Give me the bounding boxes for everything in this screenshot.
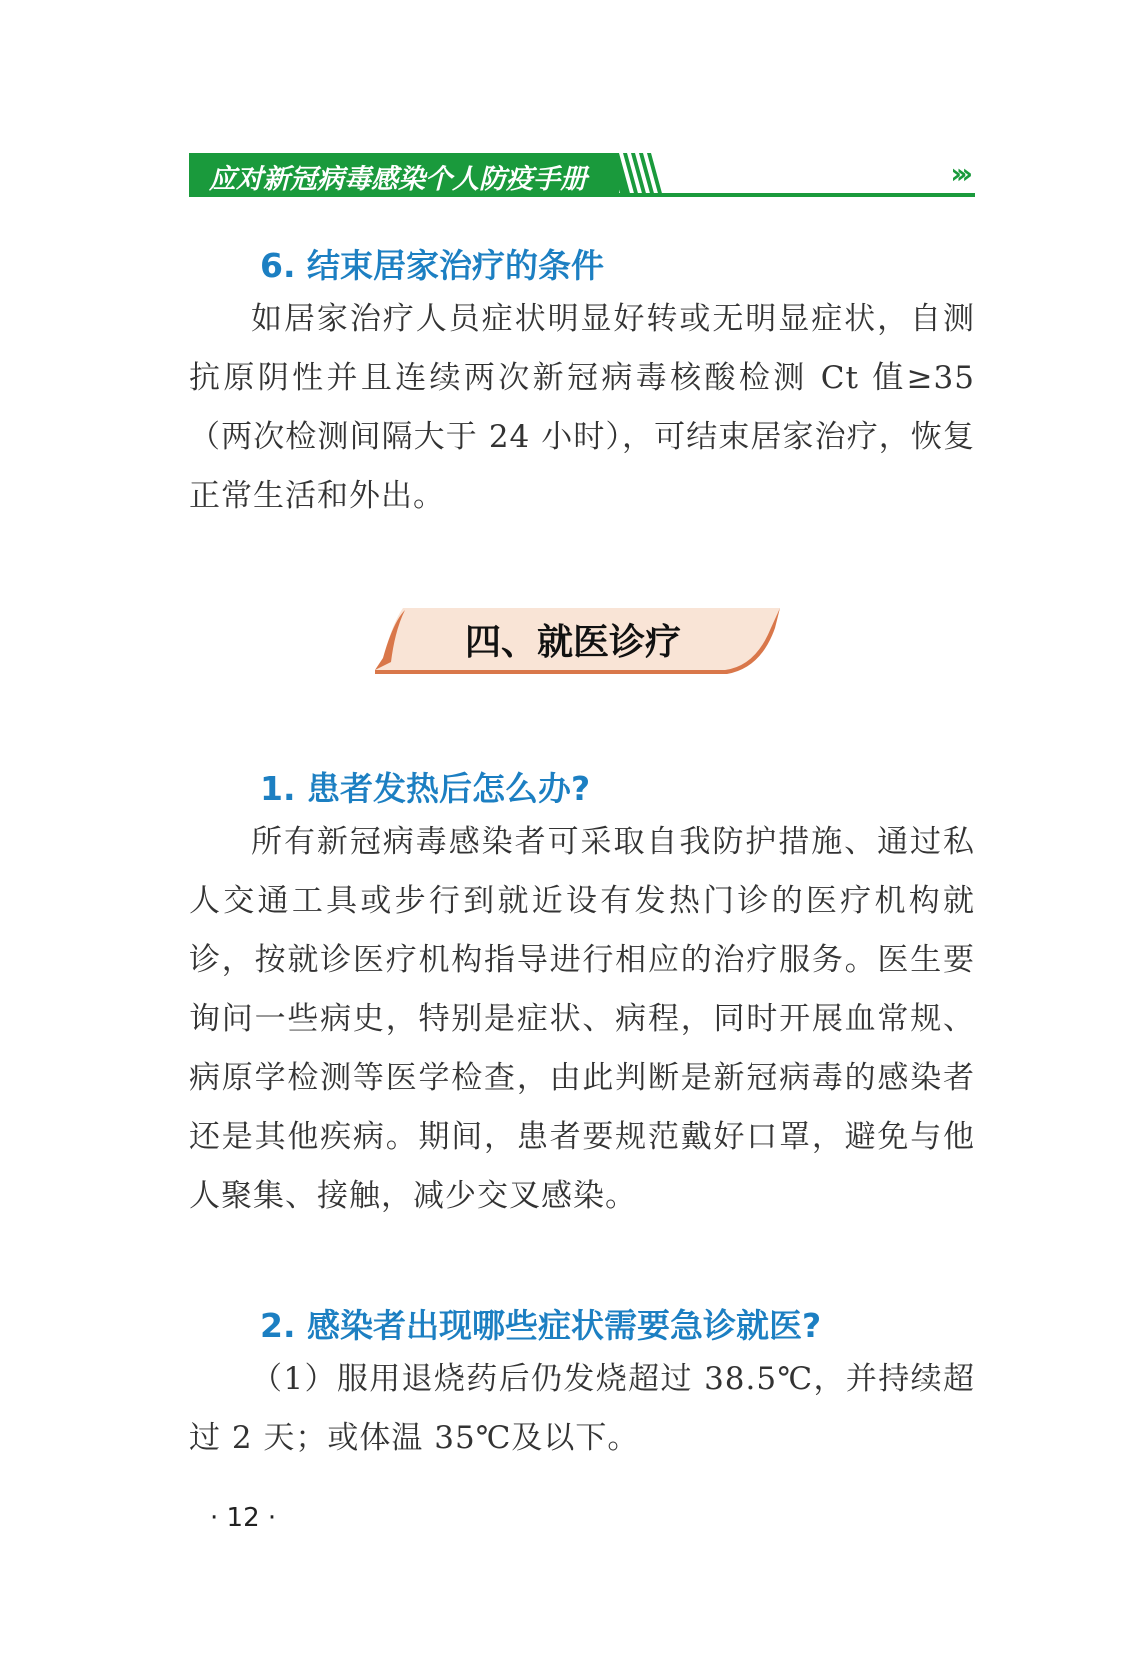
question-2-body: （1）服用退烧药后仍发烧超过 38.5℃，并持续超过 2 天；或体温 35℃及以下。 xyxy=(189,1361,975,1456)
header-slash-decoration xyxy=(609,153,689,197)
section-heading-6: 6. 结束居家治疗的条件 xyxy=(260,246,604,285)
question-heading-1: 1. 患者发热后怎么办? xyxy=(260,769,591,808)
chapter-title: 四、就医诊疗 xyxy=(465,621,682,663)
chevron-right-icon: ››› xyxy=(950,157,967,190)
page-number: · 12 · xyxy=(210,1503,277,1533)
running-header xyxy=(189,153,975,197)
chapter-banner xyxy=(375,600,785,680)
section-6-body: 如居家治疗人员症状明显好转或无明显症状，自测抗原阴性并且连续两次新冠病毒核酸检测 Ct 值≥35（两次检测间隔大于 24 小时），可结束居家治疗，恢复正常生活和外出。 xyxy=(189,301,975,514)
question-heading-2: 2. 感染者出现哪些症状需要急诊就医? xyxy=(260,1306,822,1345)
header-title: 应对新冠病毒感染个人防疫手册 xyxy=(209,164,587,195)
question-1-body: 所有新冠病毒感染者可采取自我防护措施、通过私人交通工具或步行到就近设有发热门诊的医疗机构就诊，按就诊医疗机构指导进行相应的治疗服务。医生要询问一些病史，特别是症状、病程，同时开展血常规、病原学检测等医学检查，由此判断是新冠病毒的感染者还是其他疾病。期间，患者要规范戴好口罩，避免与他人聚集、接触，减少交叉感染。 xyxy=(189,824,975,1214)
